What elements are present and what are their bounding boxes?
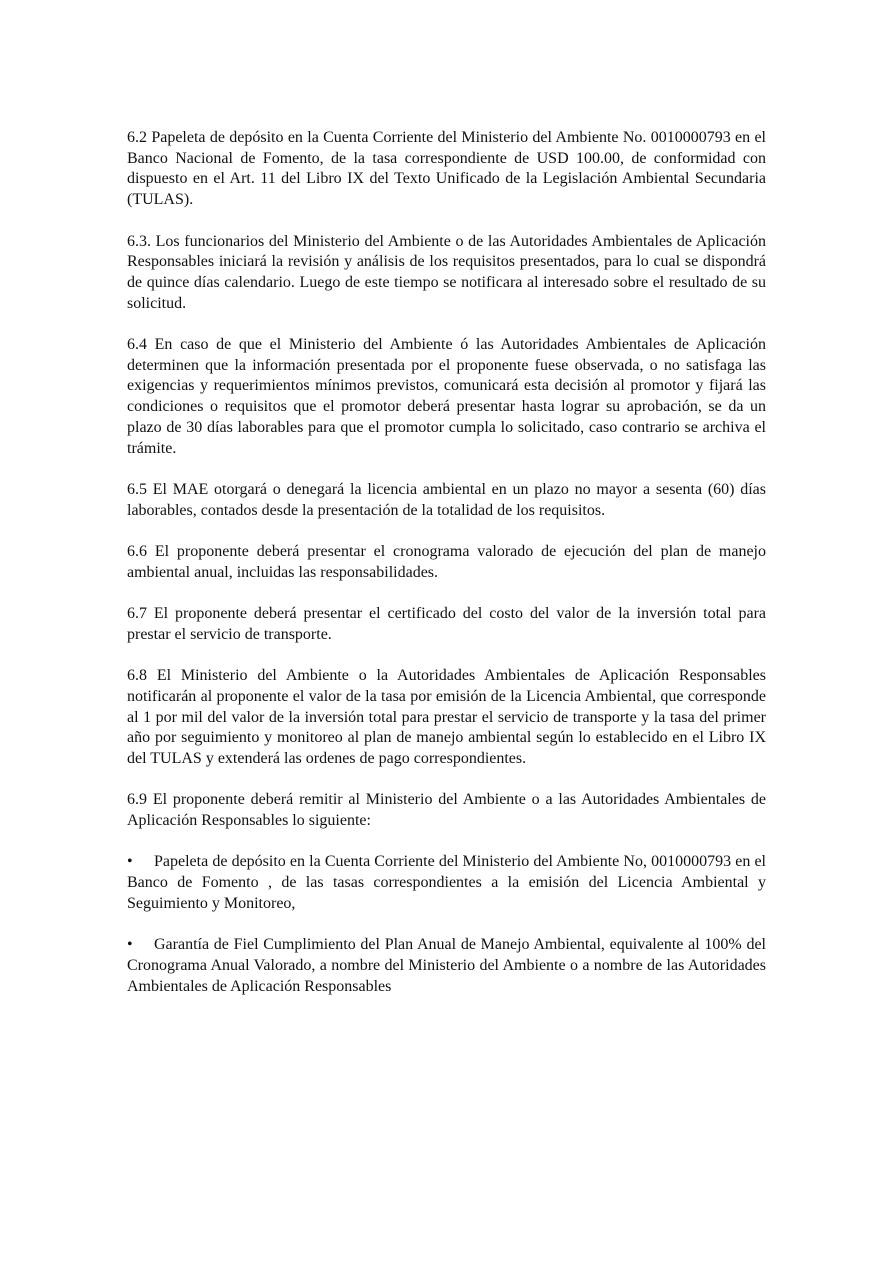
- document-page: [127, 128, 766, 1018]
- paragraph-6-6: 6.6 El proponente deberá presentar el cronograma valorado de ejecución del plan de manejo ambiental anual, incluidas las responsabilidades.: [127, 543, 766, 581]
- bullet-text: Papeleta de depósito en la Cuenta Corriente del Ministerio del Ambiente No, 0010000793 en el Banco de Fomento , de las tasas correspondientes a la emisión del Licencia Ambiental y Seguimiento y Monitoreo,: [127, 853, 766, 912]
- bullet-text: Garantía de Fiel Cumplimiento del Plan Anual de Manejo Ambiental, equivalente al 100% del Cronograma Anual Valorado, a nombre del Ministerio del Ambiente o a nombre de las Autoridades Ambientales de Aplicación Responsables: [127, 936, 766, 995]
- bullet-item-guarantee: [127, 935, 766, 997]
- bullet-icon: •: [127, 936, 133, 954]
- bullet-icon: •: [127, 853, 133, 871]
- paragraph-6-8: 6.8 El Ministerio del Ambiente o la Autoridades Ambientales de Aplicación Responsables notificarán al proponente el valor de la tasa por emisión de la Licencia Ambiental, que corresponde al 1 por mil del valor de la inversión total para prestar el servicio de transporte y la tasa del primer año por seguimiento y monitoreo al plan de manejo ambiental según lo establecido en el Libro IX del TULAS y extenderá las ordenes de pago correspondientes.: [127, 667, 766, 767]
- bullet-item-deposit: [127, 852, 766, 914]
- paragraph-6-7: 6.7 El proponente deberá presentar el certificado del costo del valor de la inversión total para prestar el servicio de transporte.: [127, 605, 766, 643]
- paragraph-6-4: 6.4 En caso de que el Ministerio del Ambiente ó las Autoridades Ambientales de Aplicación determinen que la información presentada por el proponente fuese observada, o no satisfaga las exigencias y requerimientos mínimos previstos, comunicará esta decisión al promotor y fijará las condiciones o requisitos que el promotor deberá presentar hasta lograr su aprobación, se da un plazo de 30 días laborables para que el promotor cumpla lo solicitado, caso contrario se archiva el trámite.: [127, 336, 766, 457]
- paragraph-6-9: 6.9 El proponente deberá remitir al Ministerio del Ambiente o a las Autoridades Ambientales de Aplicación Responsables lo siguiente:: [127, 791, 766, 830]
- paragraph-6-3: 6.3. Los funcionarios del Ministerio del Ambiente o de las Autoridades Ambientales de Aplicación Responsables iniciará la revisión y análisis de los requisitos presentados, para lo cual se dispondrá de quince días calendario. Luego de este tiempo se notificara al interesado sobre el resultado de su solicitud.: [127, 232, 766, 312]
- paragraph-6-2: 6.2 Papeleta de depósito en la Cuenta Corriente del Ministerio del Ambiente No. 0010000793 en el Banco Nacional de Fomento, de la tasa correspondiente de USD 100.00, de conformidad con dispuesto en el Art. 11 del Libro IX del Texto Unificado de la Legislación Ambiental Secundaria (TULAS).: [127, 129, 766, 209]
- paragraph-6-5: 6.5 El MAE otorgará o denegará la licencia ambiental en un plazo no mayor a sesenta (60) días laborables, contados desde la presentación de la totalidad de los requisitos.: [127, 480, 766, 519]
